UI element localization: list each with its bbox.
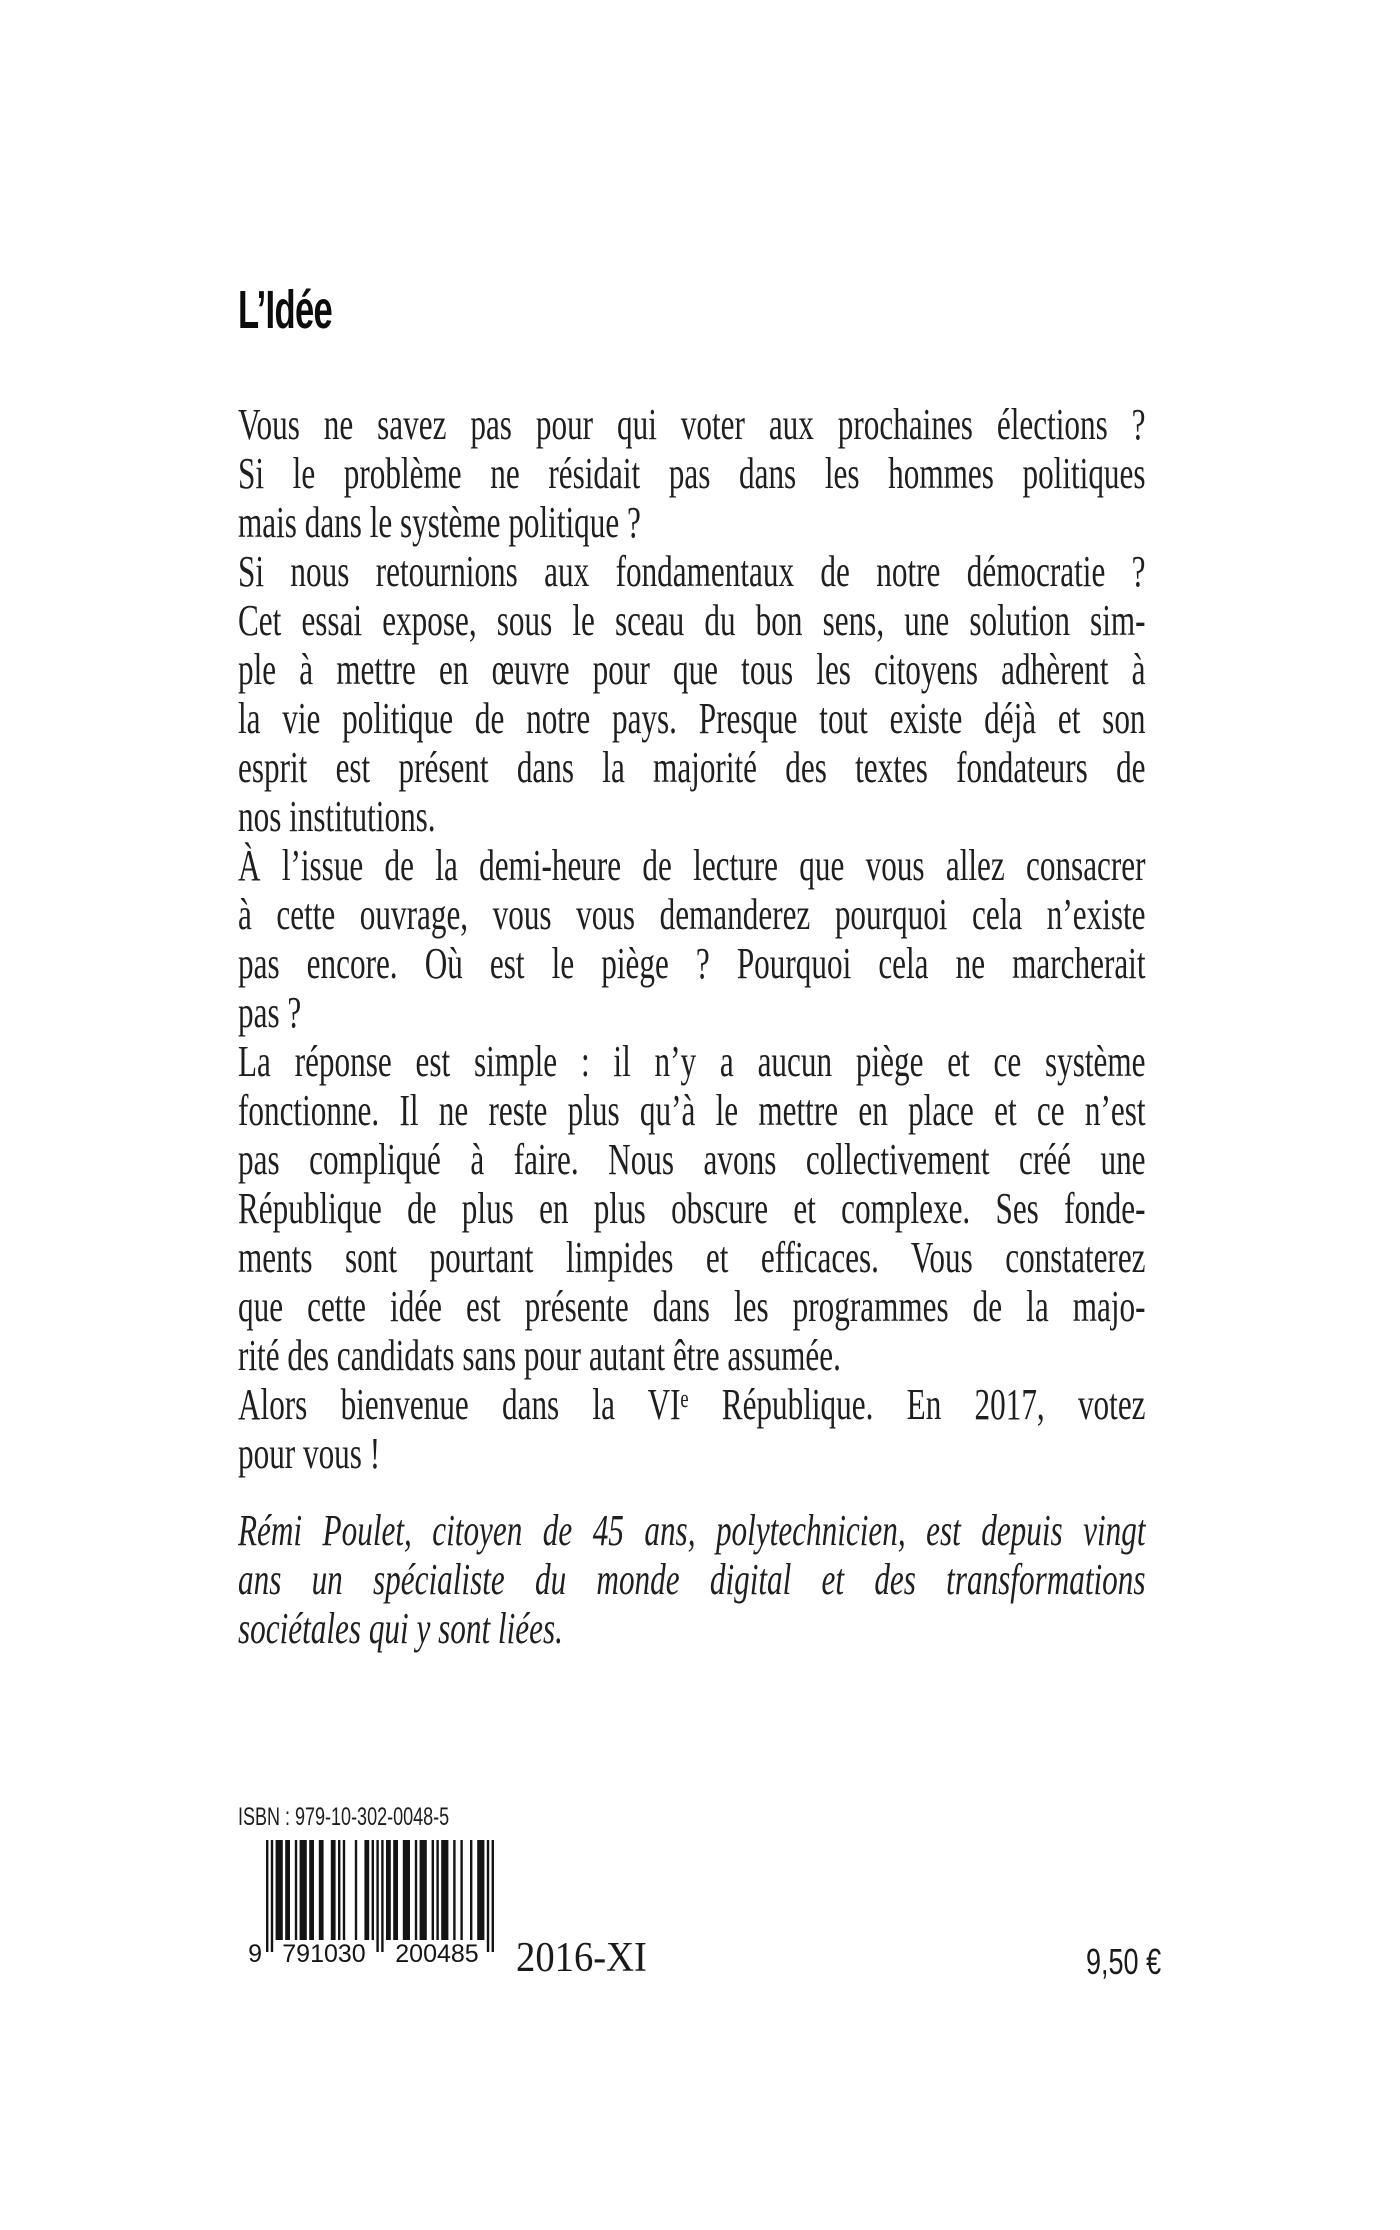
blurb-line: pas ? [238, 988, 302, 1037]
book-title: L’Idée [238, 280, 333, 340]
author-bio-lines [238, 1506, 1146, 1653]
blurb-line: la vie politique de notre pays. Presque tout existe déjà et son [238, 694, 1146, 743]
bio-line: ans un spécialiste du monde digital et des transformations [238, 1555, 1146, 1604]
barcode-digits-right: 200485 [389, 1940, 485, 1968]
blurb-line: République de plus en plus obscure et complexe. Ses fonde- [238, 1184, 1146, 1233]
blurb-line: ple à mettre en œuvre pour que tous les citoyens adhèrent à [238, 645, 1146, 694]
bio-line: sociétales qui y sont liées. [238, 1604, 563, 1653]
blurb-line: pas compliqué à faire. Nous avons collectivement créé une [238, 1135, 1146, 1184]
blurb-line: Si nous retournions aux fondamentaux de notre démocratie ? [238, 547, 1146, 596]
blurb-line: La réponse est simple : il n’y a aucun piège et ce système [238, 1037, 1146, 1086]
blurb-line: mais dans le système politique ? [238, 498, 641, 547]
blurb-line: Vous ne savez pas pour qui voter aux prochaines élections ? [238, 400, 1146, 449]
blurb-line: esprit est présent dans la majorité des textes fondateurs de [238, 743, 1146, 792]
ean13-barcode [240, 1840, 500, 1972]
blurb-line: pour vous ! [238, 1429, 381, 1478]
isbn-label: ISBN : 979-10-302-0048-5 [238, 1803, 450, 1831]
barcode-digit-first: 9 [248, 1940, 262, 1968]
back-cover-text [238, 400, 1146, 1653]
barcode-digits-left: 791030 [276, 1940, 372, 1968]
blurb-line: À l’issue de la demi-heure de lecture que vous allez consacrer [238, 841, 1146, 890]
blurb-line: nos institutions. [238, 792, 436, 841]
blurb-line: rité des candidats sans pour autant être assumée. [238, 1331, 841, 1380]
blurb-line: à cette ouvrage, vous vous demanderez pourquoi cela n’existe [238, 890, 1146, 939]
barcode-bars [266, 1840, 494, 1952]
edition-code: 2016-XI [516, 1935, 647, 1981]
blurb-line: ments sont pourtant limpides et efficaces. Vous constaterez [238, 1233, 1146, 1282]
blurb-line: Alors bienvenue dans la VIᵉ République. En 2017, votez [238, 1380, 1146, 1429]
blurb-line: Si le problème ne résidait pas dans les hommes politiques [238, 449, 1146, 498]
blurb-line: Cet essai expose, sous le sceau du bon sens, une solution sim- [238, 596, 1146, 645]
price-label: 9,50 € [1085, 1941, 1161, 1982]
blurb-line: pas encore. Où est le piège ? Pourquoi cela ne marcherait [238, 939, 1146, 988]
blurb-line: que cette idée est présente dans les programmes de la majo- [238, 1282, 1146, 1331]
blurb-line: fonctionne. Il ne reste plus qu’à le mettre en place et ce n’est [238, 1086, 1146, 1135]
bio-line: Rémi Poulet, citoyen de 45 ans, polytechnicien, est depuis vingt [238, 1506, 1146, 1555]
blurb-lines [238, 400, 1146, 1478]
